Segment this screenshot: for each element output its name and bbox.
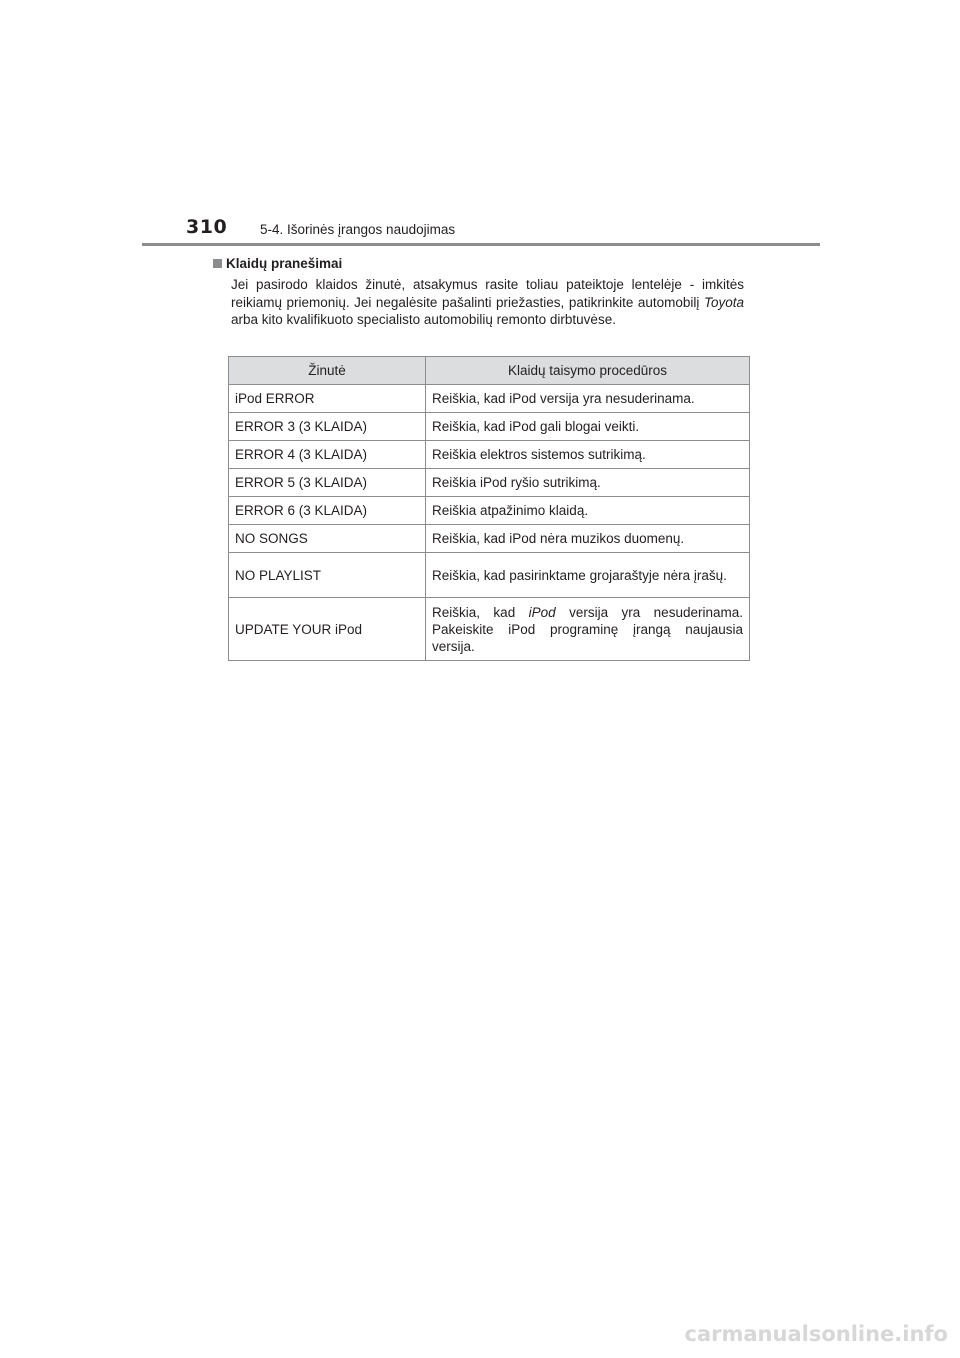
message-cell: ERROR 3 (3 KLAIDA): [229, 413, 426, 441]
table-row: [229, 497, 750, 525]
square-bullet-icon: [213, 259, 222, 268]
section-heading: [213, 256, 342, 271]
procedure-text-1: Reiškia, kad: [432, 604, 529, 620]
error-messages-table: [228, 356, 750, 661]
table-row: [229, 441, 750, 469]
procedure-cell: Reiškia, kad iPod versija yra nesuderinama.: [426, 385, 750, 413]
table-row: [229, 553, 750, 598]
header-rule: [142, 243, 820, 246]
table-row: [229, 385, 750, 413]
procedure-cell: Reiškia atpažinimo klaidą.: [426, 497, 750, 525]
message-cell: NO SONGS: [229, 525, 426, 553]
message-cell: iPod ERROR: [229, 385, 426, 413]
message-cell: ERROR 4 (3 KLAIDA): [229, 441, 426, 469]
intro-brand: Toyota: [703, 294, 744, 310]
message-cell: ERROR 5 (3 KLAIDA): [229, 469, 426, 497]
message-cell: ERROR 6 (3 KLAIDA): [229, 497, 426, 525]
procedure-cell: Reiškia, kad iPod nėra muzikos duomenų.: [426, 525, 750, 553]
procedure-cell: Reiškia, kad pasirinktame grojaraštyje nėra įrašų.: [426, 553, 750, 598]
watermark: carmanualsonline.info: [684, 1322, 948, 1346]
procedure-cell: Reiškia elektros sistemos sutrikimą.: [426, 441, 750, 469]
procedure-cell: [426, 598, 750, 661]
procedure-text-2: versija yra nesuderinama. Pakeiskite iPod programinę įrangą naujausia versija.: [432, 604, 743, 654]
procedure-cell: Reiškia iPod ryšio sutrikimą.: [426, 469, 750, 497]
column-header-procedure: Klaidų taisymo procedūros: [426, 357, 750, 385]
procedure-ipod: iPod: [528, 604, 556, 620]
table-row: [229, 413, 750, 441]
page-number: 310: [186, 216, 228, 238]
procedure-cell: Reiškia, kad iPod gali blogai veikti.: [426, 413, 750, 441]
intro-paragraph: [231, 276, 744, 329]
table-row: [229, 469, 750, 497]
message-cell: UPDATE YOUR iPod: [229, 598, 426, 661]
message-cell: NO PLAYLIST: [229, 553, 426, 598]
table-row: [229, 525, 750, 553]
intro-text-2: arba kito kvalifikuoto specialisto automobilių remonto dirbtuvėse.: [231, 312, 616, 327]
intro-text-1: Jei pasirodo klaidos žinutė, atsakymus rasite toliau pateiktoje lentelėje - imkitės reikiamų priemonių. Jei negalėsite pašalinti priežasties, patikrinkite automobilį: [231, 277, 744, 310]
header-section-title: 5-4. Išorinės įrangos naudojimas: [260, 222, 456, 237]
column-header-message: Žinutė: [229, 357, 426, 385]
section-heading-text: Klaidų pranešimai: [226, 256, 343, 271]
table-row: [229, 598, 750, 661]
table-header-row: [229, 357, 750, 385]
